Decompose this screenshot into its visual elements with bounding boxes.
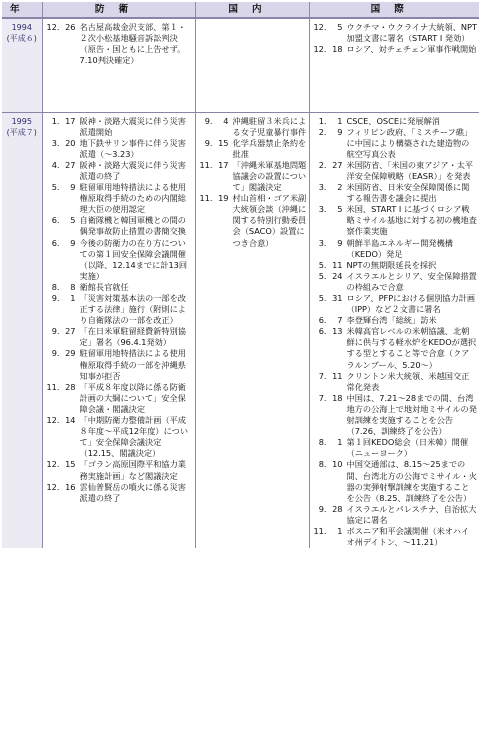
event-text: 村山首相・ゴア米副大統領会談（沖縄に関する特別行動委員会（SACO）設置につき合意） xyxy=(232,193,307,248)
era-label: (平成６) xyxy=(6,34,37,44)
chronology-table xyxy=(2,2,479,548)
international-event xyxy=(310,22,478,44)
defense-event xyxy=(43,160,193,182)
event-day: 28 xyxy=(332,503,343,514)
event-text: 沖縄駐留３米兵による女子児童暴行事件 xyxy=(232,115,307,137)
event-month: 12. xyxy=(46,481,60,492)
international-event xyxy=(310,371,478,393)
defense-event xyxy=(43,182,193,215)
event-day: 7 xyxy=(337,315,343,326)
event-month: 6. xyxy=(318,326,327,337)
event-day: 9 xyxy=(70,237,76,248)
event-day: 14 xyxy=(65,415,76,426)
year-row xyxy=(2,112,479,548)
header-domestic: 国内 xyxy=(195,2,309,18)
event-month: 7. xyxy=(318,392,327,403)
event-day: 11 xyxy=(332,259,343,270)
event-text: 中国交通部は、8.15〜25までの間、台湾北方の公海でミサイル・火器の実弾射撃訓練を実施することを公告（8.25、訓練終了を公告） xyxy=(346,459,477,503)
event-month: 6. xyxy=(51,215,60,226)
event-day: 5 xyxy=(70,215,76,226)
event-text: 李登輝台湾「総統」訪米 xyxy=(346,315,437,326)
international-event xyxy=(310,204,478,237)
event-day: 17 xyxy=(218,159,229,170)
event-month: 3. xyxy=(318,237,327,248)
event-day: 19 xyxy=(218,193,229,204)
event-day: 20 xyxy=(65,137,76,148)
header-international: 国際 xyxy=(309,2,479,18)
event-month: 9. xyxy=(204,137,213,148)
event-month: 11. xyxy=(199,193,213,204)
event-text: 中国は、7.21〜28までの間、台湾地方の公海上で地対地ミサイルの発射訓練を実施することを公告（7.26、訓練終了を公告） xyxy=(346,392,477,437)
event-day: 11 xyxy=(332,370,343,381)
event-day: 29 xyxy=(65,348,76,359)
event-month: 6. xyxy=(318,315,327,326)
defense-event xyxy=(43,326,193,348)
event-month: 12. xyxy=(313,44,327,55)
event-text: 「在日米軍駐留経費新特別協定」署名（96.4.1発効） xyxy=(79,326,186,348)
year-label: 1995 xyxy=(11,116,32,126)
event-day: 9 xyxy=(337,237,343,248)
year-label: 1994 xyxy=(11,23,32,32)
event-month: 9. xyxy=(51,293,60,303)
defense-event xyxy=(43,415,193,459)
defense-event xyxy=(43,238,193,282)
event-day: 31 xyxy=(332,293,343,303)
event-day: 5 xyxy=(337,22,343,32)
event-month: 1. xyxy=(318,115,327,126)
domestic-event xyxy=(196,116,307,138)
domestic-event xyxy=(196,193,307,248)
event-text: 「平成８年度以降に係る防衛計画の大綱について」安全保障会議・閣議決定 xyxy=(79,381,186,414)
event-day: 27 xyxy=(65,326,76,337)
event-text: CSCE、OSCEに発展解消 xyxy=(346,115,440,126)
event-day: 5 xyxy=(337,204,343,215)
event-month: 8. xyxy=(318,459,327,470)
event-day: 16 xyxy=(65,481,76,492)
defense-event xyxy=(43,215,193,237)
era-label: (平成７) xyxy=(6,127,37,137)
event-text: イスラエルとシリア、安全保障措置の枠組みで合意 xyxy=(346,270,477,292)
event-text: 阪神・淡路大震災に伴う災害派遣開始 xyxy=(79,115,186,137)
event-month: 11. xyxy=(199,159,213,170)
header-year: 年 xyxy=(2,2,42,18)
international-event xyxy=(310,504,478,526)
event-month: 11. xyxy=(313,525,327,536)
event-month: 12. xyxy=(46,22,60,32)
event-text: 米国、START I に基づくロシア戦略ミサイル基地に対する初の機地査察作業実施 xyxy=(346,204,477,237)
event-month: 3. xyxy=(318,182,327,193)
event-month: 1. xyxy=(51,115,60,126)
international-cell xyxy=(309,18,479,112)
event-month: 12. xyxy=(46,415,60,426)
event-month: 12. xyxy=(313,22,327,32)
event-day: 27 xyxy=(65,159,76,170)
event-text: 地下鉄サリン事件に伴う災害派遣（〜3.23） xyxy=(79,137,186,159)
event-day: 26 xyxy=(65,22,76,32)
international-event xyxy=(310,526,478,548)
event-day: 28 xyxy=(65,381,76,392)
event-text: 米国防省、「米国の東アジア・太平洋安全保障戦略（EASR）」を発表 xyxy=(346,159,474,181)
event-text: 名古屋高裁金沢支部、第１・２次小松基地騒音訴訟判決（原告・国ともに上告せず。7.10判決確定） xyxy=(79,22,186,66)
event-month: 8. xyxy=(318,437,327,448)
international-event xyxy=(310,160,478,182)
event-text: 駐留軍用地特措法による使用権原取得手続の一部を沖縄県知事が拒否 xyxy=(79,348,186,381)
event-text: 化学兵器禁止条約を批准 xyxy=(232,137,307,159)
event-day: 10 xyxy=(332,459,343,470)
event-day: 17 xyxy=(65,115,76,126)
defense-event xyxy=(43,116,193,138)
defense-event xyxy=(43,348,193,381)
defense-event xyxy=(43,459,193,481)
event-text: イスラエルとパレスチナ、自治拡大協定に署名 xyxy=(346,503,477,525)
event-text: 「災害対策基本法の一部を改正する法律」施行（附則により自衛隊法の一部を改正） xyxy=(79,293,186,326)
year-row xyxy=(2,18,479,112)
event-month: 5. xyxy=(318,270,327,281)
international-event xyxy=(310,260,478,271)
year-cell xyxy=(2,18,42,112)
event-text: ロシア、対チェチェン軍事作戦開始 xyxy=(346,44,477,55)
international-event xyxy=(310,393,478,437)
defense-event xyxy=(43,22,193,66)
header-defense: 防衛 xyxy=(42,2,195,18)
event-day: 1 xyxy=(70,293,76,303)
defense-event xyxy=(43,282,193,293)
event-day: 27 xyxy=(332,159,343,170)
event-text: 「ゴラン高原国際平和協力業務実施計画」など閣議決定 xyxy=(79,459,186,481)
event-day: 2 xyxy=(337,182,343,193)
defense-event xyxy=(43,482,193,504)
event-day: 9 xyxy=(70,182,76,193)
international-event xyxy=(310,127,478,160)
event-month: 2. xyxy=(318,126,327,137)
event-day: 15 xyxy=(218,137,229,148)
event-day: 9 xyxy=(337,126,343,137)
event-text: 自衛隊機と韓国軍機との間の偶発事故防止措置の書簡交換 xyxy=(79,215,186,237)
defense-event xyxy=(43,138,193,160)
event-month: 5. xyxy=(318,293,327,303)
defense-cell xyxy=(42,18,195,112)
domestic-cell xyxy=(195,18,309,112)
international-event xyxy=(310,44,478,55)
international-event xyxy=(310,459,478,503)
event-text: 今後の防衛力の在り方についての第１回安全保障会議開催（以降、12.14までに計13回実施） xyxy=(79,237,188,281)
domestic-event xyxy=(196,138,307,160)
international-event xyxy=(310,238,478,260)
event-month: 2. xyxy=(318,159,327,170)
event-text: 「中期防衛力整備計画（平成８年度〜平成12年度）について」安全保障会議決定（12.15、閣議決定） xyxy=(79,415,189,459)
event-month: 4. xyxy=(51,159,60,170)
year-cell xyxy=(2,112,42,548)
international-event xyxy=(310,293,478,315)
event-month: 9. xyxy=(51,348,60,359)
event-text: 米韓高官レベルの米朝協議、北朝鮮に供与する軽水炉をKEDOが選択する型とすること等で合意（クアラルンプール、5.20〜） xyxy=(346,326,477,370)
international-event xyxy=(310,182,478,204)
international-event xyxy=(310,271,478,293)
event-day: 13 xyxy=(332,326,343,337)
event-text: ボスニア和平会議開催（米オハイオ州デイトン、〜11.21） xyxy=(346,525,470,548)
domestic-event xyxy=(196,160,307,193)
event-month: 3. xyxy=(318,204,327,215)
event-day: 1 xyxy=(337,525,343,536)
event-month: 6. xyxy=(51,237,60,248)
event-month: 11. xyxy=(46,381,60,392)
international-event xyxy=(310,315,478,326)
defense-cell xyxy=(42,112,195,548)
international-event xyxy=(310,437,478,459)
event-month: 9. xyxy=(318,503,327,514)
event-month: 8. xyxy=(51,281,60,292)
header-row xyxy=(2,2,479,18)
event-text: NPTの無期限延長を採択 xyxy=(346,259,437,270)
event-day: 24 xyxy=(332,270,343,281)
defense-event xyxy=(43,382,193,415)
event-month: 12. xyxy=(46,459,60,470)
event-day: 18 xyxy=(332,392,343,403)
event-month: 7. xyxy=(318,370,327,381)
event-text: ロシア、PFPにおける個別協力計画（IPP）など２文書に署名 xyxy=(346,293,476,315)
event-text: 朝鮮半島エネルギー開発機構（KEDO）発足 xyxy=(346,237,453,259)
event-month: 9. xyxy=(204,115,213,126)
event-day: 8 xyxy=(70,281,76,292)
domestic-cell xyxy=(195,112,309,548)
event-month: 5. xyxy=(318,259,327,270)
international-event xyxy=(310,326,478,370)
event-day: 4 xyxy=(223,115,229,126)
event-text: 雲仙普賢岳の噴火に係る災害派遣の終了 xyxy=(79,481,186,503)
event-day: 1 xyxy=(337,115,343,126)
event-text: 阪神・淡路大震災に伴う災害派遣の終了 xyxy=(79,159,186,181)
defense-event xyxy=(43,293,193,326)
event-text: 第１回KEDO総会（日米韓）開催（ニューヨーク） xyxy=(346,437,469,459)
event-text: 衛館長官就任 xyxy=(79,281,129,292)
event-text: ウクチマ・ウクライナ大統領、NPT加盟文書に署名（START I 発効） xyxy=(346,22,477,44)
event-text: クリントン米大統領、米越国交正常化発表 xyxy=(346,370,470,392)
event-month: 9. xyxy=(51,326,60,337)
event-text: 米国防省、日米安全保障関係に関する報告書を議会に提出 xyxy=(346,182,470,204)
event-text: 駐留軍用地特措法による使用権原取得手続のための内閣総理大臣の使用認定 xyxy=(79,182,186,215)
event-month: 5. xyxy=(51,182,60,193)
event-day: 18 xyxy=(332,44,343,55)
event-day: 15 xyxy=(65,459,76,470)
event-day: 1 xyxy=(337,437,343,448)
event-text: フィリピン政府、「ミスチーフ礁」に中国により構築された建造物の航空写真公表 xyxy=(346,126,473,159)
event-text: 「沖縄米軍基地問題協議会の設置について」閣議決定 xyxy=(232,159,307,193)
event-month: 3. xyxy=(51,137,60,148)
international-event xyxy=(310,116,478,127)
international-cell xyxy=(309,112,479,548)
